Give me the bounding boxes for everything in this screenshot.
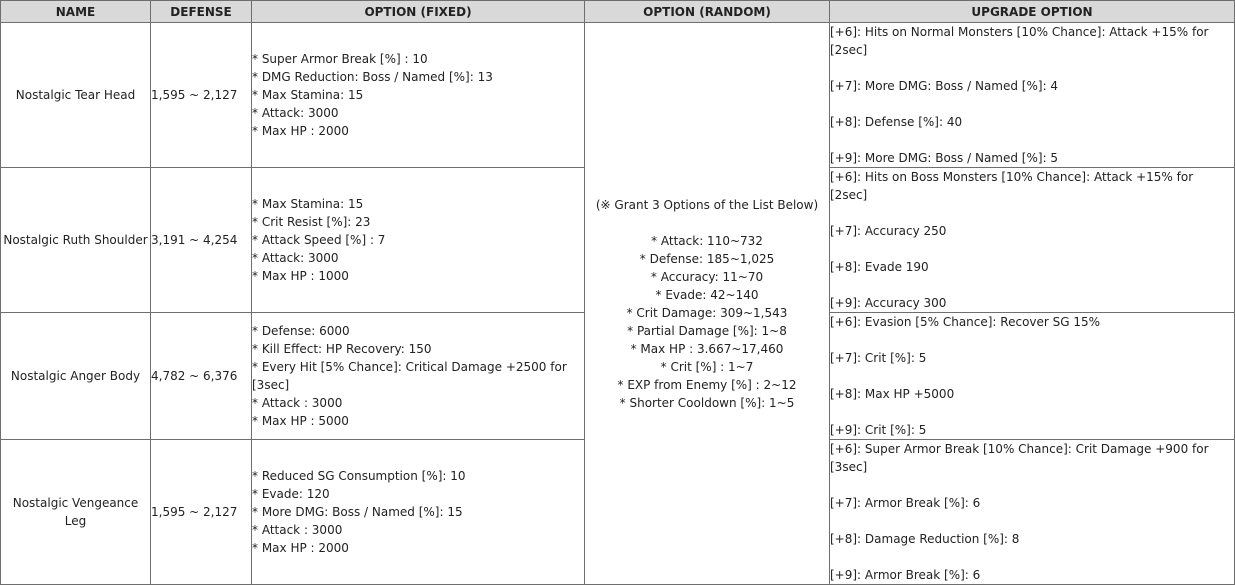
upgrade-option: [+9]: More DMG: Boss / Named [%]: 5 xyxy=(830,151,1059,165)
fixed-option: * Kill Effect: HP Recovery: 150 xyxy=(252,342,432,356)
upgrade-option: [+7]: Armor Break [%]: 6 xyxy=(830,496,981,510)
upgrade-options xyxy=(830,313,1235,440)
random-option: * Crit [%] : 1~7 xyxy=(660,359,754,374)
item-defense: 3,191 ~ 4,254 xyxy=(151,168,252,313)
upgrade-options xyxy=(830,23,1235,168)
upgrade-option: [+8]: Max HP +5000 xyxy=(830,387,955,401)
fixed-options xyxy=(252,23,585,168)
random-option: * EXP from Enemy [%] : 2~12 xyxy=(617,377,797,392)
upgrade-option: [+6]: Evasion [5% Chance]: Recover SG 15% xyxy=(830,315,1101,329)
fixed-option: * Attack: 3000 xyxy=(252,106,339,120)
fixed-option: * Evade: 120 xyxy=(252,487,330,501)
upgrade-option: [+7]: Accuracy 250 xyxy=(830,224,947,238)
fixed-option: * Max Stamina: 15 xyxy=(252,197,364,211)
fixed-option: * Attack : 3000 xyxy=(252,396,343,410)
fixed-option: * Crit Resist [%]: 23 xyxy=(252,215,371,229)
random-option: * Defense: 185~1,025 xyxy=(639,251,775,266)
random-options xyxy=(585,23,830,585)
random-options-heading: (※ Grant 3 Options of the List Below) xyxy=(595,197,819,212)
fixed-option: * Attack : 3000 xyxy=(252,523,343,537)
random-option: * Max HP : 3.667~17,460 xyxy=(630,341,784,356)
header-name: NAME xyxy=(1,1,151,23)
fixed-option: * DMG Reduction: Boss / Named [%]: 13 xyxy=(252,70,493,84)
fixed-options xyxy=(252,313,585,440)
header-row xyxy=(1,1,1235,23)
fixed-options xyxy=(252,168,585,313)
upgrade-option: [+8]: Damage Reduction [%]: 8 xyxy=(830,532,1020,546)
fixed-option: * Attack: 3000 xyxy=(252,251,339,265)
fixed-option: * Max HP : 5000 xyxy=(252,414,349,428)
header-option-random: OPTION (RANDOM) xyxy=(585,1,830,23)
header-option-fixed: OPTION (FIXED) xyxy=(252,1,585,23)
upgrade-option: [+6]: Hits on Boss Monsters [10% Chance]: Attack +15% for [2sec] xyxy=(830,170,1194,202)
upgrade-option: [+9]: Crit [%]: 5 xyxy=(830,423,927,437)
upgrade-options xyxy=(830,440,1235,585)
fixed-option: * More DMG: Boss / Named [%]: 15 xyxy=(252,505,463,519)
upgrade-option: [+6]: Hits on Normal Monsters [10% Chance]: Attack +15% for [2sec] xyxy=(830,25,1209,57)
item-name: Nostalgic Anger Body xyxy=(1,313,151,440)
fixed-option: * Every Hit [5% Chance]: Critical Damage +2500 for [3sec] xyxy=(252,360,567,392)
upgrade-option: [+8]: Evade 190 xyxy=(830,260,929,274)
fixed-options xyxy=(252,440,585,585)
upgrade-option: [+9]: Accuracy 300 xyxy=(830,296,947,310)
item-name: Nostalgic Tear Head xyxy=(1,23,151,168)
fixed-option: * Max Stamina: 15 xyxy=(252,88,364,102)
random-option: * Crit Damage: 309~1,543 xyxy=(626,305,788,320)
item-defense: 4,782 ~ 6,376 xyxy=(151,313,252,440)
header-upgrade-option: UPGRADE OPTION xyxy=(830,1,1235,23)
item-defense: 1,595 ~ 2,127 xyxy=(151,440,252,585)
fixed-option: * Attack Speed [%] : 7 xyxy=(252,233,386,247)
upgrade-option: [+9]: Armor Break [%]: 6 xyxy=(830,568,981,582)
upgrade-option: [+7]: More DMG: Boss / Named [%]: 4 xyxy=(830,79,1059,93)
fixed-option: * Max HP : 1000 xyxy=(252,269,349,283)
fixed-option: * Reduced SG Consumption [%]: 10 xyxy=(252,469,466,483)
item-name: Nostalgic Ruth Shoulder xyxy=(1,168,151,313)
upgrade-option: [+7]: Crit [%]: 5 xyxy=(830,351,927,365)
item-defense: 1,595 ~ 2,127 xyxy=(151,23,252,168)
random-option: * Attack: 110~732 xyxy=(651,233,763,248)
table-row xyxy=(1,23,1235,168)
fixed-option: * Defense: 6000 xyxy=(252,324,350,338)
header-defense: DEFENSE xyxy=(151,1,252,23)
random-option: * Shorter Cooldown [%]: 1~5 xyxy=(619,395,795,410)
fixed-option: * Max HP : 2000 xyxy=(252,124,349,138)
upgrade-option: [+8]: Defense [%]: 40 xyxy=(830,115,963,129)
upgrade-option: [+6]: Super Armor Break [10% Chance]: Crit Damage +900 for [3sec] xyxy=(830,442,1209,474)
item-name: Nostalgic Vengeance Leg xyxy=(1,440,151,585)
upgrade-options xyxy=(830,168,1235,313)
random-option: * Evade: 42~140 xyxy=(655,287,759,302)
random-option: * Partial Damage [%]: 1~8 xyxy=(627,323,787,338)
fixed-option: * Max HP : 2000 xyxy=(252,541,349,555)
random-option: * Accuracy: 11~70 xyxy=(650,269,764,284)
fixed-option: * Super Armor Break [%] : 10 xyxy=(252,52,428,66)
